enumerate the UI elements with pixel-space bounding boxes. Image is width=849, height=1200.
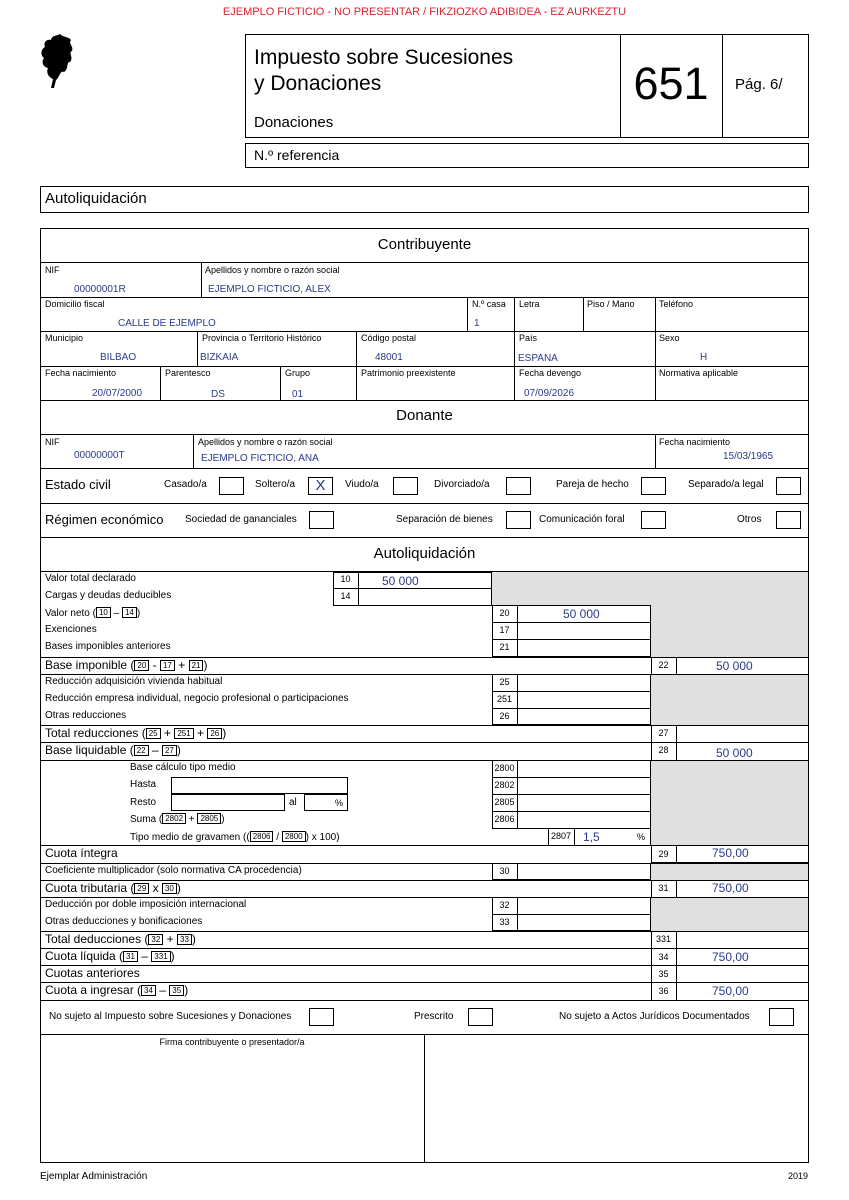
code-2802: 2802 [494, 780, 515, 790]
casa-value[interactable]: 1 [474, 318, 480, 329]
cuota-liq-label: Cuota líquida ( 31 – 331 ) [45, 949, 175, 963]
value-29[interactable]: 750,00 [712, 846, 749, 860]
firma-label: Firma contribuyente o presentador/a [159, 1037, 305, 1047]
gananciales-label: Sociedad de gananciales [185, 514, 297, 525]
valor-neto-label: Valor neto ( 10 – 14 ) [45, 608, 141, 619]
cargas-label: Cargas y deudas deducibles [45, 590, 172, 601]
bases-ant-label: Bases imponibles anteriores [45, 641, 171, 652]
resto-label: Resto [130, 797, 157, 808]
tipo-pct-sign: % [637, 832, 646, 842]
code-36: 36 [658, 986, 669, 996]
code-2800: 2800 [494, 763, 515, 773]
otros-checkbox[interactable] [776, 511, 801, 529]
code-35: 35 [658, 969, 669, 979]
municipio-value[interactable]: BILBAO [100, 352, 137, 363]
contribuyente-name[interactable]: EJEMPLO FICTICIO, ALEX [208, 284, 331, 295]
pareja-checkbox[interactable] [641, 477, 666, 495]
gananciales-checkbox[interactable] [309, 511, 334, 529]
donante-title: Donante [396, 407, 453, 424]
cp-value[interactable]: 48001 [375, 352, 403, 363]
provincia-value[interactable]: BIZKAIA [200, 352, 239, 363]
total-ded-label: Total deducciones ( 32 + 33 ) [45, 932, 196, 946]
donante-fnac-label: Fecha nacimiento [659, 437, 731, 447]
autoliquidacion-title: Autoliquidación [45, 190, 147, 207]
liq-title: Autoliquidación [373, 545, 476, 562]
grupo-value[interactable]: 01 [292, 389, 304, 400]
value-34[interactable]: 750,00 [712, 950, 749, 964]
base-liq-label: Base liquidable ( 22 – 27 ) [45, 743, 181, 757]
donante-name[interactable]: EJEMPLO FICTICIO, ANA [201, 453, 319, 464]
value-20[interactable]: 50 000 [563, 607, 600, 621]
no-sujeto-isd-checkbox[interactable] [309, 1008, 334, 1026]
value-36[interactable]: 750,00 [712, 984, 749, 998]
letra-label: Letra [519, 299, 540, 309]
viudo-checkbox[interactable] [393, 477, 418, 495]
footer-right: 2019 [787, 1171, 808, 1181]
red-vivienda-label: Reducción adquisición vivienda habitual [45, 676, 223, 687]
model-number: 651 [633, 58, 709, 109]
otras-red-label: Otras reducciones [45, 710, 127, 721]
base-calc-label: Base cálculo tipo medio [130, 762, 236, 773]
pais-value[interactable]: ESPANA [518, 353, 558, 364]
base-imponible-label: Base imponible ( 20 - 17 + 21 ) [45, 658, 208, 672]
casado-checkbox[interactable] [219, 477, 244, 495]
casa-label: N.º casa [472, 299, 506, 309]
code-33: 33 [499, 917, 510, 927]
value-22[interactable]: 50 000 [716, 659, 753, 673]
tipo-medio-label: Tipo medio de gravamen (( 2806 / 2800 ) x 100) [130, 832, 340, 843]
code-25: 25 [499, 677, 510, 687]
piso-label: Piso / Mano [587, 299, 635, 309]
code-27: 27 [658, 728, 669, 738]
no-sujeto-ajd-checkbox[interactable] [769, 1008, 794, 1026]
firma-area[interactable] [41, 1050, 423, 1162]
title-line2: y Donaciones [254, 72, 382, 95]
value-10[interactable]: 50 000 [382, 574, 419, 588]
subtitle: Donaciones [254, 114, 334, 131]
regimen-label: Régimen económico [45, 512, 164, 527]
code-32: 32 [499, 900, 510, 910]
prescrito-checkbox[interactable] [468, 1008, 493, 1026]
no-sujeto-isd-label: No sujeto al Impuesto sobre Sucesiones y Donaciones [49, 1011, 292, 1022]
code-30: 30 [499, 866, 510, 876]
title-line1: Impuesto sobre Sucesiones [254, 46, 514, 69]
value-28[interactable]: 50 000 [716, 746, 753, 760]
code-20: 20 [499, 608, 510, 618]
code-34: 34 [658, 952, 669, 962]
separado-label: Separado/a legal [688, 479, 764, 490]
reference-label: N.º referencia [254, 147, 340, 163]
sexo-label: Sexo [659, 333, 680, 343]
code-2807: 2807 [550, 831, 572, 841]
municipio-label: Municipio [45, 333, 84, 343]
separacion-checkbox[interactable] [506, 511, 531, 529]
devengo-value[interactable]: 07/09/2026 [524, 388, 575, 399]
suma-label: Suma ( 2802 + 2805 ) [130, 814, 225, 825]
soltero-checkbox[interactable]: X [308, 477, 333, 495]
casado-label: Casado/a [164, 479, 207, 490]
prescrito-label: Prescrito [414, 1011, 454, 1022]
otros-label: Otros [737, 514, 762, 525]
oak-leaf-icon [38, 32, 78, 90]
contribuyente-nif[interactable]: 00000001R [74, 284, 126, 295]
resto-pct-sign: % [335, 798, 344, 808]
separado-checkbox[interactable] [776, 477, 801, 495]
fnac-value[interactable]: 20/07/2000 [92, 388, 143, 399]
devengo-label: Fecha devengo [519, 368, 582, 378]
telefono-label: Teléfono [659, 299, 694, 309]
exenciones-label: Exenciones [45, 624, 97, 635]
value-2807[interactable]: 1,5 [583, 830, 600, 844]
code-251: 251 [496, 694, 513, 704]
separacion-label: Separación de bienes [396, 514, 493, 525]
cuotas-ant-label: Cuotas anteriores [45, 966, 140, 980]
normativa-label: Normativa aplicable [659, 368, 739, 378]
hasta-label: Hasta [130, 779, 157, 790]
cuota-ingresar-label: Cuota a ingresar ( 34 – 35 ) [45, 983, 189, 997]
estado-civil-label: Estado civil [45, 477, 111, 492]
cp-label: Código postal [361, 333, 417, 343]
red-empresa-label: Reducción empresa individual, negocio profesional o participaciones [45, 693, 349, 704]
ded-doble-label: Deducción por doble imposición internacional [45, 899, 247, 910]
grupo-label: Grupo [285, 368, 311, 378]
coef-label: Coeficiente multiplicador (solo normativa CA procedencia) [45, 865, 302, 876]
al-label: al [289, 797, 297, 808]
donante-nif[interactable]: 00000000T [74, 450, 125, 461]
parentesco-value[interactable]: DS [211, 389, 225, 400]
sexo-value[interactable]: H [700, 352, 708, 363]
code-31: 31 [658, 883, 669, 893]
resto-field[interactable] [171, 794, 285, 811]
domicilio-value[interactable]: CALLE DE EJEMPLO [118, 318, 216, 329]
no-sujeto-ajd-label: No sujeto a Actos Jurídicos Documentados [559, 1011, 750, 1022]
footer-left: Ejemplar Administración [40, 1171, 148, 1182]
code-331: 331 [655, 934, 672, 944]
code-17: 17 [499, 625, 510, 635]
domicilio-label: Domicilio fiscal [45, 299, 105, 309]
autoliquidacion-banner [40, 186, 809, 213]
donante-name-label: Apellidos y nombre o razón social [198, 437, 333, 447]
divorciado-label: Divorciado/a [434, 479, 490, 490]
code-21: 21 [499, 642, 510, 652]
comunicacion-checkbox[interactable] [641, 511, 666, 529]
name-label: Apellidos y nombre o razón social [205, 265, 340, 275]
total-red-label: Total reducciones ( 25 + 251 + 26 ) [45, 726, 227, 740]
fnac-label: Fecha nacimiento [45, 368, 117, 378]
contribuyente-title: Contribuyente [377, 236, 472, 253]
pais-label: País [519, 333, 538, 343]
code-29: 29 [658, 849, 669, 859]
code-26: 26 [499, 711, 510, 721]
comunicacion-label: Comunicación foral [539, 514, 625, 525]
viudo-label: Viudo/a [345, 479, 379, 490]
donante-fnac[interactable]: 15/03/1965 [723, 451, 774, 462]
code-22: 22 [658, 660, 669, 670]
nif-label: NIF [45, 265, 60, 275]
code-28: 28 [658, 745, 669, 755]
hasta-field[interactable] [171, 777, 348, 794]
code-2806: 2806 [494, 814, 515, 824]
valor-total-label: Valor total declarado [45, 573, 136, 584]
patrimonio-label: Patrimonio preexistente [361, 368, 456, 378]
donante-nif-label: NIF [45, 437, 60, 447]
code-10: 10 [340, 574, 351, 584]
divorciado-checkbox[interactable] [506, 477, 531, 495]
otras-ded-label: Otras deducciones y bonificaciones [45, 916, 203, 927]
sello-area[interactable] [425, 1035, 808, 1162]
page-number: Pág. 6/ [735, 76, 783, 93]
code-2805: 2805 [494, 797, 515, 807]
cuota-integra-label: Cuota íntegra [45, 846, 118, 860]
provincia-label: Provincia o Territorio Histórico [202, 333, 322, 343]
pareja-label: Pareja de hecho [556, 479, 629, 490]
code-14: 14 [340, 591, 351, 601]
soltero-label: Soltero/a [255, 479, 296, 490]
value-31[interactable]: 750,00 [712, 881, 749, 895]
cuota-trib-label: Cuota tributaria ( 29 x 30 ) [45, 881, 181, 895]
watermark: EJEMPLO FICTICIO - NO PRESENTAR / FIKZIOZKO ADIBIDEA - EZ AURKEZTU [222, 6, 627, 18]
parentesco-label: Parentesco [165, 368, 211, 378]
